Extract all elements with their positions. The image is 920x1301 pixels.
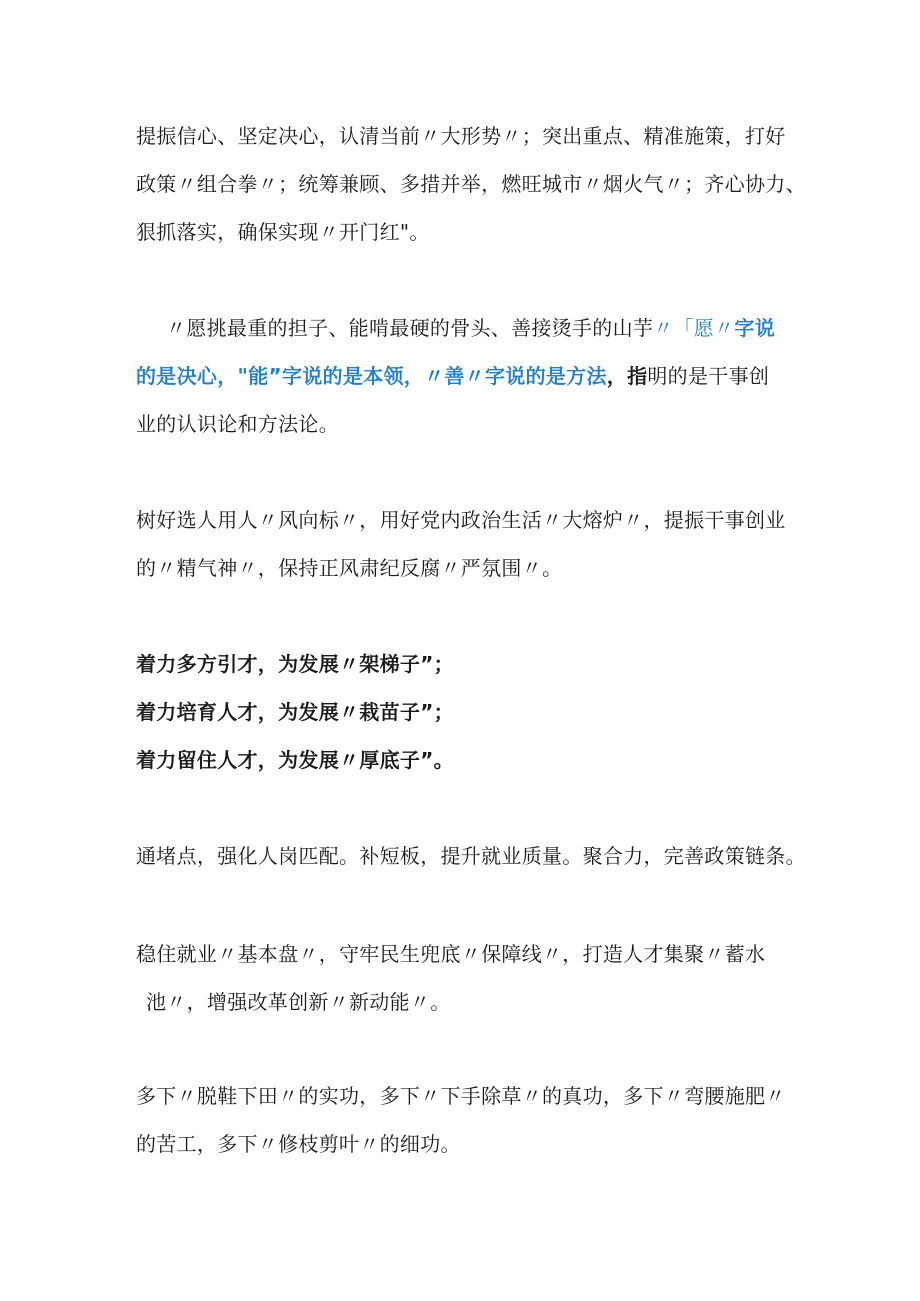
bold-text: ，指 <box>606 364 648 388</box>
paragraph-line <box>136 352 796 400</box>
paragraph-line: 政策〃组合拳〃；统筹兼顾、多措并举，燃旺城市〃烟火气〃；齐心协力、 <box>136 172 806 196</box>
paragraph-line: 狠抓落实，确保实现〃开门红"。 <box>136 220 430 244</box>
paragraph-line: 着力培育人才，为发展〃栽苗子”； <box>136 700 454 724</box>
highlight-bold-text: 的是决心，"能”字说的是本领，〃善〃字说的是方法 <box>136 364 607 388</box>
paragraph-burden <box>136 304 796 448</box>
paragraph-hard-work <box>136 1072 796 1168</box>
paragraph-line: 池〃，增强改革创新〃新动能〃。 <box>146 990 451 1014</box>
paragraph-line: 通堵点，强化人岗匹配。补短板，提升就业质量。聚合力，完善政策链条。 <box>136 844 806 868</box>
paragraph-line: 的〃精气神〃，保持正风肃纪反腐〃严氛围〃。 <box>136 556 563 580</box>
paragraph-line: 着力多方引才，为发展〃架梯子”； <box>136 652 454 676</box>
highlight-bold-text: 字说 <box>734 316 776 340</box>
paragraph-line: 稳住就业〃基本盘〃，守牢民生兜底〃保障线〃，打造人才集聚〃蓄水 <box>136 942 766 966</box>
paragraph-line: 树好选人用人〃风向标〃，用好党内政治生活〃大熔炉〃，提振干事创业 <box>136 508 786 532</box>
paragraph-employment-quality <box>136 832 806 880</box>
plain-text: 〃愿挑最重的担子、能啃最硬的骨头、善接烫手的山芋 <box>166 316 654 340</box>
paragraph-line: 多下〃脱鞋下田〃的实功，多下〃下手除草〃的真功，多下〃弯腰施肥〃 <box>136 1084 786 1108</box>
paragraph-employment-stability <box>136 930 796 1026</box>
paragraph-line: 提振信心、坚定决心，认清当前〃大形势〃；突出重点、精准施策，打好 <box>136 124 786 148</box>
highlight-text: 〃「愿〃 <box>653 316 735 340</box>
paragraph-personnel <box>136 496 796 592</box>
paragraph-line <box>136 304 796 352</box>
paragraph-line: 业的认识论和方法论。 <box>136 412 339 436</box>
paragraph-line: 着力留住人才，为发展〃厚底子”。 <box>136 748 454 772</box>
paragraph-talent <box>136 640 796 784</box>
paragraph-confidence <box>136 112 806 256</box>
paragraph-line: 的苦工，多下〃修枝剪叶〃的细功。 <box>136 1132 461 1156</box>
plain-text: 明的是干事创 <box>647 364 770 388</box>
